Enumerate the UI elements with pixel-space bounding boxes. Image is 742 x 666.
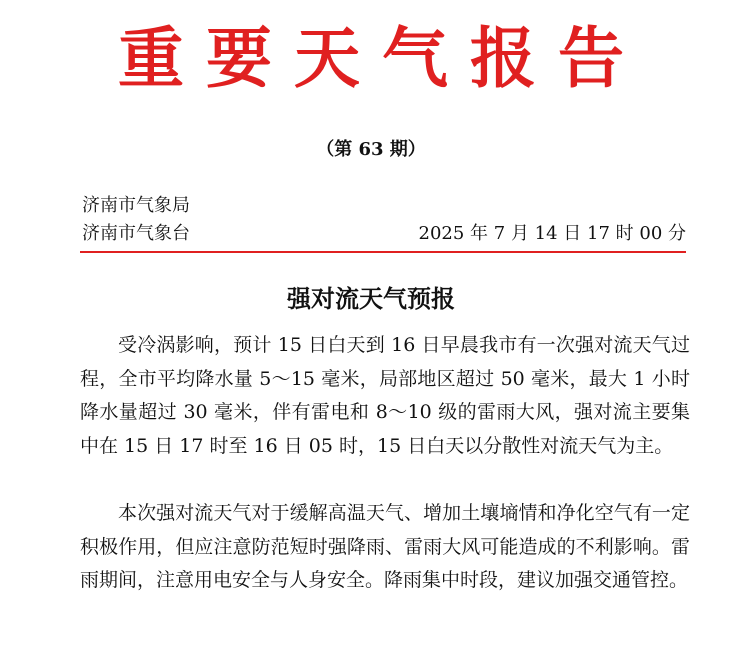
issue-timestamp: 2025 年 7 月 14 日 17 时 00 分 <box>418 223 686 244</box>
report-masthead: 重要天气报告 <box>118 19 646 97</box>
report-title: 强对流天气预报 <box>287 284 455 313</box>
issue-number: （第 63 期） <box>316 139 426 160</box>
header-divider <box>80 251 686 253</box>
report-paragraph-forecast: 受冷涡影响，预计 15 日白天到 16 日早晨我市有一次强对流天气过程，全市平均降水量 5～15 毫米，局部地区超过 50 毫米，最大 1 小时降水量超过 30 毫米，伴有雷电和 8～10 级的雷雨大风，强对流主要集中在 15 日 17 时至 16 日 05 时，15 日白天以分散性对流天气为主。 <box>80 334 690 457</box>
issuer-meteorological-observatory: 济南市气象台 <box>82 223 190 244</box>
report-paragraph-advice: 本次强对流天气对于缓解高温天气、增加土壤墒情和净化空气有一定积极作用，但应注意防范短时强降雨、雷雨大风可能造成的不利影响。雷雨期间，注意用电安全与人身安全。降雨集中时段，建议加强交通管控。 <box>80 502 690 591</box>
issuer-meteorological-bureau: 济南市气象局 <box>82 195 190 216</box>
